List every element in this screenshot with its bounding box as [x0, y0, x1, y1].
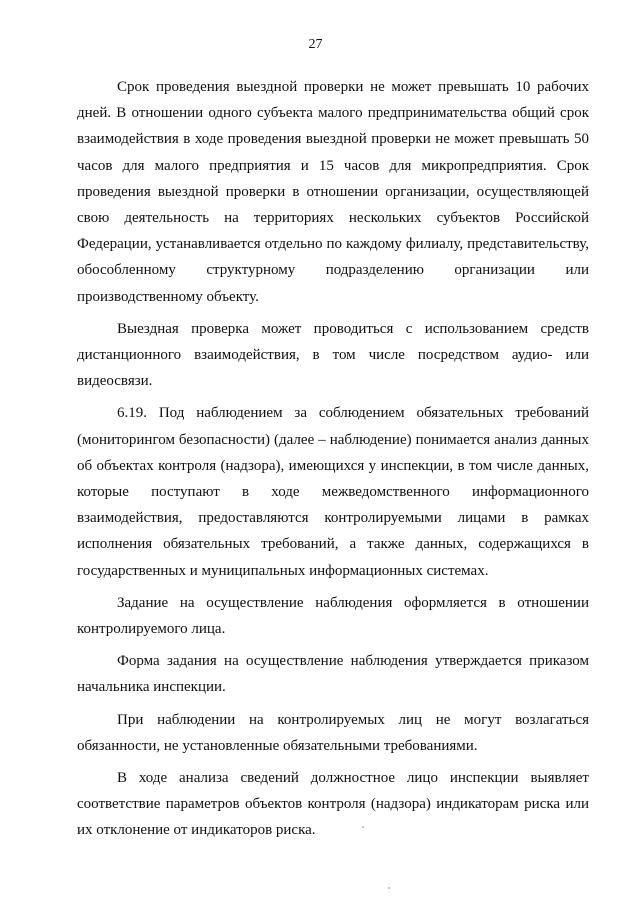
- paragraph-observation-definition: 6.19. Под наблюдением за соблюдением обязательных требований (мониторингом безопасности) (далее – наблюдение) понимается анализ данных об объектах контроля (надзора), имеющихся у инспекции, в том числе данных, которые поступают в ходе межведомственного информационного взаимодействия, предоставляются контролируемыми лицами в рамках исполнения обязательных требований, а также данных, содержащихся в государственных и муниципальных информационных системах.: [77, 405, 589, 579]
- paragraph-observation-task: Задание на осуществление наблюдения оформляется в отношении контролируемого лица.: [77, 594, 589, 638]
- document-body: [77, 74, 589, 844]
- paragraph-on-site-inspection-duration: Срок проведения выездной проверки не может превышать 10 рабочих дней. В отношении одного субъекта малого предпринимательства общий срок взаимодействия в ходе проведения выездной проверки не может превышать 50 часов для малого предприятия и 15 часов для микропредприятия. Срок проведения выездной проверки в отношении организации, осуществляющей свою деятельность на территориях нескольких субъектов Российской Федерации, устанавливается отдельно по каждому филиалу, представительству, обособленному структурному подразделению организации или производственному объекту.: [77, 79, 589, 305]
- paragraph-task-form: Форма задания на осуществление наблюдения утверждается приказом начальника инспекции.: [77, 653, 589, 696]
- scan-speck: [388, 887, 390, 889]
- paragraph-remote-interaction: Выездная проверка может проводиться с использованием средств дистанционного взаимодействия, в том числе посредством аудио- или видеосвязи.: [77, 320, 589, 390]
- paragraph-risk-indicators: В ходе анализа сведений должностное лицо инспекции выявляет соответствие параметров объектов контроля (надзора) индикаторам риска или их отклонение от индикаторов риска.: [77, 770, 589, 839]
- paragraph-no-extra-duties: При наблюдении на контролируемых лиц не могут возлагаться обязанности, не установленные обязательными требованиями.: [77, 711, 589, 754]
- page-number: 27: [308, 37, 323, 52]
- scan-speck: [362, 826, 364, 828]
